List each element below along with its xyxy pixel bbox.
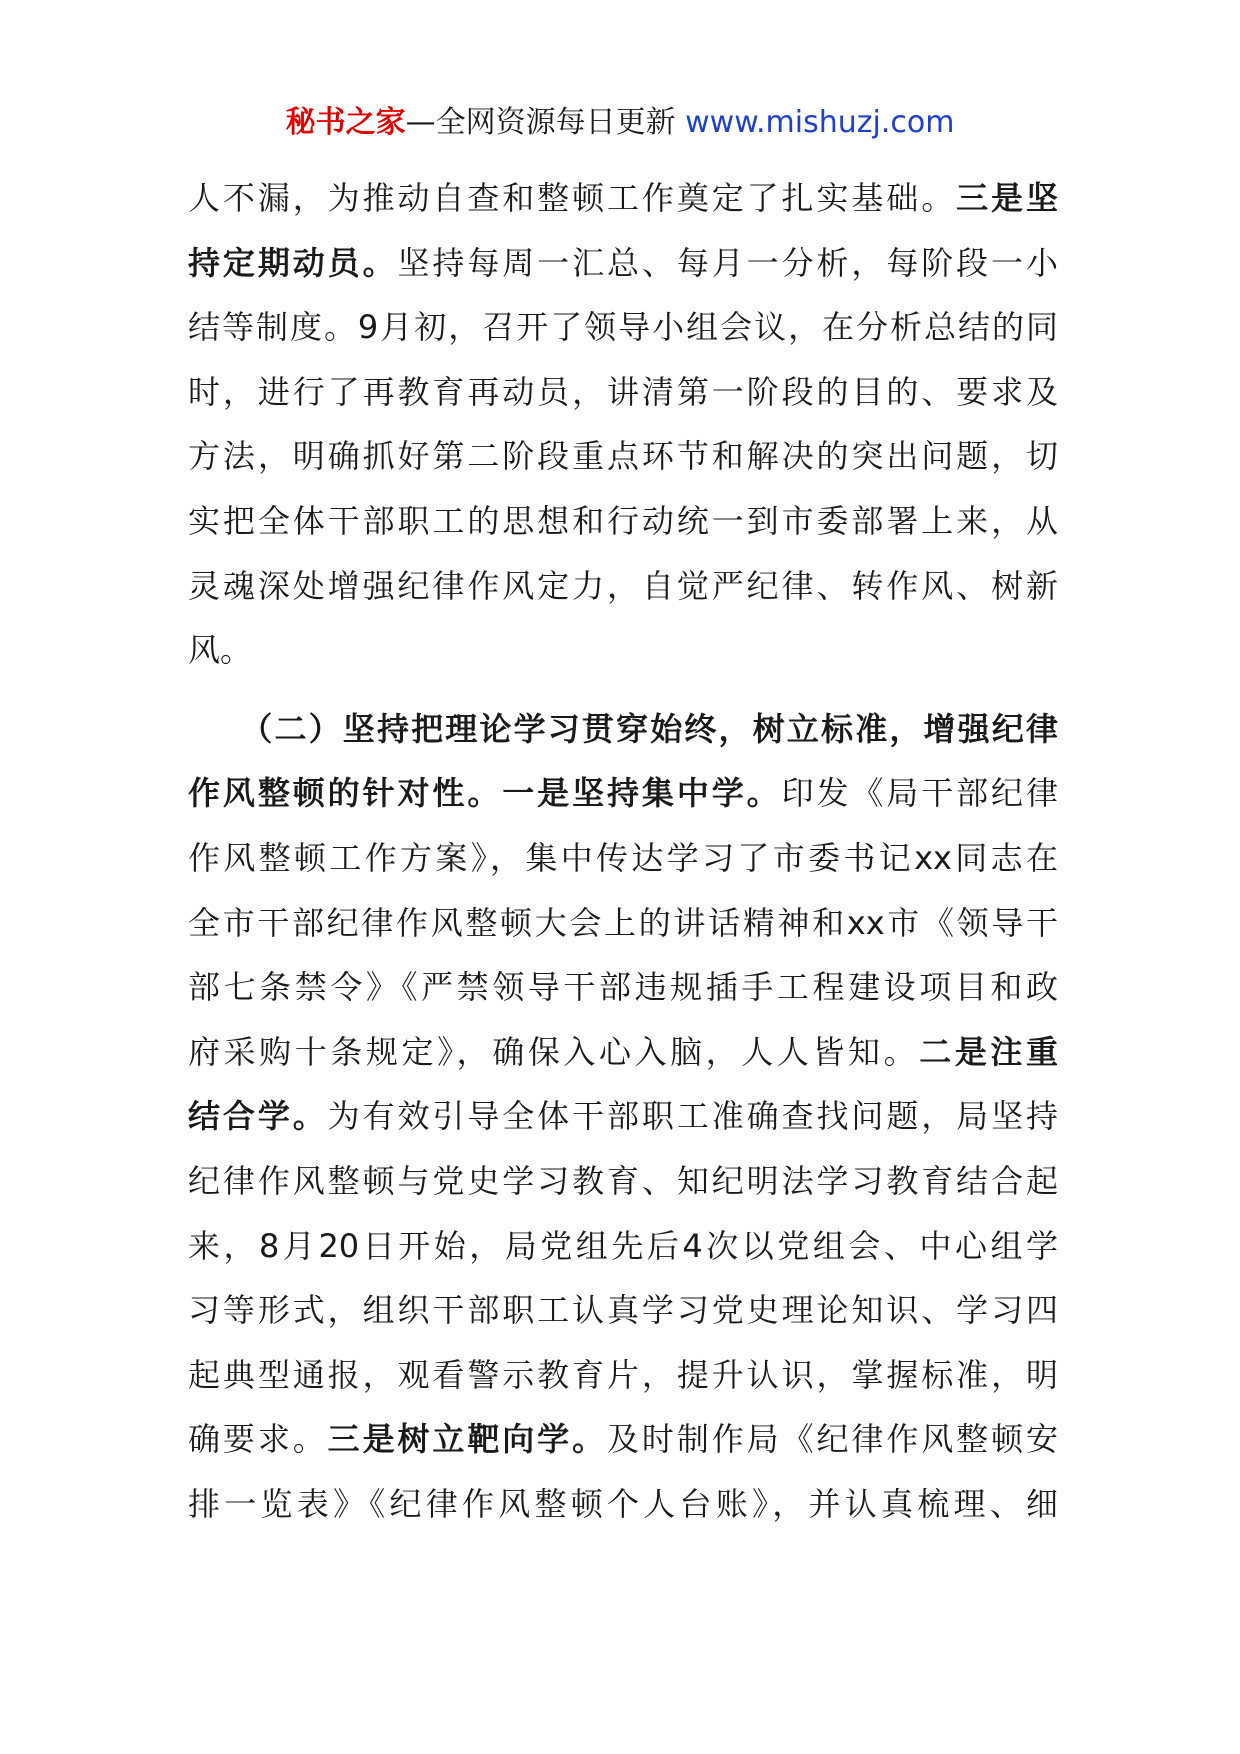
watermark-header bbox=[0, 103, 1240, 143]
text-line bbox=[188, 489, 1058, 554]
text-run: 起典型通报，观看警示教育片，提升认识，掌握标准，明 bbox=[188, 1355, 1058, 1394]
text-run: 印发《局干部纪律 bbox=[781, 774, 1058, 813]
text-run: 府采购十条规定》，确保入心入脑，人人皆知。 bbox=[188, 1032, 920, 1071]
text-run: 确要求。 bbox=[188, 1420, 328, 1459]
text-run: 排一览表》《纪律作风整顿个人台账》，并认真梳理、细 bbox=[188, 1484, 1058, 1523]
text-line bbox=[188, 955, 1058, 1020]
site-url-link[interactable]: www.mishuzj.com bbox=[685, 105, 955, 140]
text-run: 纪律作风整顿与党史学习教育、知纪明法学习教育结合起 bbox=[188, 1161, 1058, 1200]
text-line bbox=[188, 1214, 1058, 1279]
text-run: 方法，明确抓好第二阶段重点环节和解决的突出问题，切 bbox=[188, 437, 1058, 476]
text-line bbox=[188, 1343, 1058, 1408]
text-run: 全市干部纪律作风整顿大会上的讲话精神和xx市《领导干 bbox=[188, 903, 1058, 942]
text-run: 及时制作局《纪律作风整顿安 bbox=[607, 1420, 1058, 1459]
text-line bbox=[188, 1472, 1058, 1537]
bold-text-run: （二）坚持把理论学习贯穿始终，树立标准，增强纪律 bbox=[188, 709, 1058, 748]
bold-text-run: 结合学。 bbox=[188, 1097, 328, 1136]
text-line bbox=[188, 1084, 1058, 1149]
bold-text-run: 持定期动员。 bbox=[188, 243, 398, 282]
document-body bbox=[188, 166, 1058, 1536]
text-run: 为有效引导全体干部职工准确查找问题，局坚持 bbox=[327, 1097, 1058, 1136]
text-line bbox=[188, 360, 1058, 425]
bold-text-run: 作风整顿的针对性。一是坚持集中学。 bbox=[188, 774, 782, 813]
text-run: 时，进行了再教育再动员，讲清第一阶段的目的、要求及 bbox=[188, 372, 1058, 411]
text-line bbox=[188, 1020, 1058, 1085]
bold-text-run: 三是树立靶向学。 bbox=[327, 1420, 607, 1459]
bold-text-run: 二是注重 bbox=[919, 1032, 1058, 1071]
text-run: 来，8月20日开始，局党组先后4次以党组会、中心组学 bbox=[188, 1226, 1058, 1265]
text-run: 作风整顿工作方案》，集中传达学习了市委书记xx同志在 bbox=[188, 838, 1058, 877]
bold-text-run: 三是坚 bbox=[956, 179, 1058, 217]
text-run: 部七条禁令》《严禁领导干部违规插手工程建设项目和政 bbox=[188, 968, 1058, 1007]
text-line bbox=[188, 166, 1058, 231]
site-brand: 秘书之家 bbox=[285, 105, 406, 140]
text-run: 风。 bbox=[188, 631, 253, 670]
text-line bbox=[188, 826, 1058, 891]
text-line bbox=[188, 424, 1058, 489]
text-line bbox=[188, 1149, 1058, 1214]
text-line bbox=[188, 295, 1058, 360]
text-line bbox=[188, 697, 1058, 762]
text-line bbox=[188, 554, 1058, 619]
text-line bbox=[188, 1278, 1058, 1343]
text-run: 实把全体干部职工的思想和行动统一到市委部署上来，从 bbox=[188, 501, 1058, 540]
text-run: 结等制度。9月初，召开了领导小组会议，在分析总结的同 bbox=[188, 308, 1058, 347]
text-run: 坚持每周一汇总、每月一分析，每阶段一小 bbox=[397, 243, 1058, 282]
text-line bbox=[188, 231, 1058, 296]
text-line bbox=[188, 891, 1058, 956]
text-line bbox=[188, 761, 1058, 826]
text-line bbox=[188, 1407, 1058, 1472]
text-run: 灵魂深处增强纪律作风定力，自觉严纪律、转作风、树新 bbox=[188, 566, 1058, 605]
text-run: 习等形式，组织干部职工认真学习党史理论知识、学习四 bbox=[188, 1291, 1058, 1330]
site-tagline: —全网资源每日更新 bbox=[405, 105, 686, 140]
text-run: 人不漏，为推动自查和整顿工作奠定了扎实基础。 bbox=[188, 179, 957, 217]
text-line bbox=[188, 618, 1058, 683]
